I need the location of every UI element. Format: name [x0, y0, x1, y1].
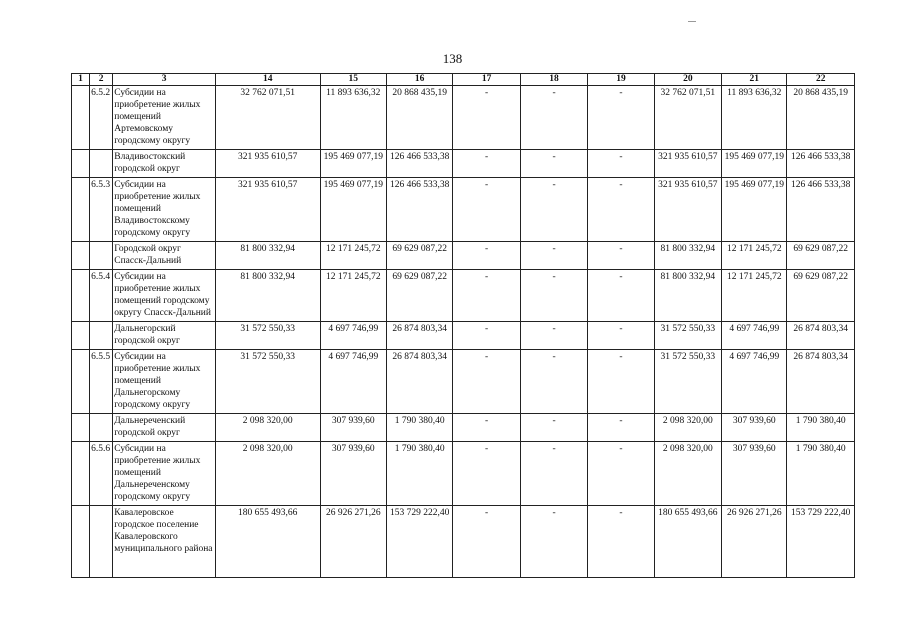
value-cell: 12 171 245,72 [320, 242, 386, 270]
value-cell: 180 655 493,66 [215, 506, 320, 578]
value-cell: 126 466 533,38 [386, 178, 452, 242]
value-cell: 321 935 610,57 [654, 178, 721, 242]
value-cell: - [588, 178, 654, 242]
value-cell: 307 939,60 [320, 414, 386, 442]
row-name: Кавалеровское городское поселение Кавалеровского муниципального района [113, 506, 216, 578]
value-cell: 31 572 550,33 [654, 350, 721, 414]
value-cell: - [588, 506, 654, 578]
value-cell: - [453, 506, 520, 578]
value-cell: 11 893 636,32 [320, 86, 386, 150]
value-cell: 20 868 435,19 [386, 86, 452, 150]
value-cell: - [453, 178, 520, 242]
value-cell: 32 762 071,51 [654, 86, 721, 150]
value-cell: - [453, 270, 520, 322]
value-cell: 1 790 380,40 [787, 414, 855, 442]
row-name: Субсидии на приобретение жилых помещений Дальнегорскому городскому округу [113, 350, 216, 414]
table-row [72, 442, 855, 506]
value-cell: 31 572 550,33 [215, 350, 320, 414]
cell-col1 [72, 350, 90, 414]
value-cell: 69 629 087,22 [787, 242, 855, 270]
table-row [72, 242, 855, 270]
row-code [90, 414, 113, 442]
column-header: 21 [722, 74, 787, 86]
column-header: 16 [386, 74, 452, 86]
table-row [72, 150, 855, 178]
cell-col1 [72, 442, 90, 506]
value-cell: 195 469 077,19 [320, 178, 386, 242]
value-cell: 2 098 320,00 [215, 414, 320, 442]
value-cell: 12 171 245,72 [722, 242, 787, 270]
value-cell: - [520, 322, 587, 350]
value-cell: 20 868 435,19 [787, 86, 855, 150]
cell-col1 [72, 270, 90, 322]
value-cell: 12 171 245,72 [722, 270, 787, 322]
row-name: Дальнегорский городской округ [113, 322, 216, 350]
column-header: 18 [520, 74, 587, 86]
value-cell: - [453, 86, 520, 150]
cell-col1 [72, 150, 90, 178]
value-cell: 126 466 533,38 [787, 178, 855, 242]
row-code: 6.5.6 [90, 442, 113, 506]
value-cell: 81 800 332,94 [654, 242, 721, 270]
value-cell: 4 697 746,99 [722, 350, 787, 414]
value-cell: - [588, 414, 654, 442]
column-header: 20 [654, 74, 721, 86]
row-name: Владивостокский городской округ [113, 150, 216, 178]
value-cell: 4 697 746,99 [320, 350, 386, 414]
column-header: 22 [787, 74, 855, 86]
value-cell: 126 466 533,38 [787, 150, 855, 178]
value-cell: 2 098 320,00 [215, 442, 320, 506]
value-cell: 81 800 332,94 [654, 270, 721, 322]
value-cell: - [520, 270, 587, 322]
value-cell: 307 939,60 [722, 414, 787, 442]
row-code: 6.5.2 [90, 86, 113, 150]
value-cell: 26 874 803,34 [787, 350, 855, 414]
value-cell: 307 939,60 [320, 442, 386, 506]
value-cell: - [520, 242, 587, 270]
cell-col1 [72, 322, 90, 350]
row-name: Субсидии на приобретение жилых помещений городскому округу Спасск-Дальний [113, 270, 216, 322]
value-cell: 195 469 077,19 [320, 150, 386, 178]
value-cell: - [453, 414, 520, 442]
cell-col1 [72, 86, 90, 150]
value-cell: - [588, 86, 654, 150]
value-cell: 153 729 222,40 [787, 506, 855, 578]
table-row [72, 322, 855, 350]
value-cell: - [520, 414, 587, 442]
value-cell: - [453, 442, 520, 506]
row-code [90, 150, 113, 178]
value-cell: 69 629 087,22 [787, 270, 855, 322]
value-cell: - [520, 442, 587, 506]
header-row [72, 74, 855, 86]
value-cell: - [588, 442, 654, 506]
table-row [72, 86, 855, 150]
value-cell: 26 926 271,26 [722, 506, 787, 578]
value-cell: 1 790 380,40 [386, 442, 452, 506]
value-cell: 32 762 071,51 [215, 86, 320, 150]
column-header: 2 [90, 74, 113, 86]
value-cell: - [520, 506, 587, 578]
value-cell: - [520, 86, 587, 150]
row-name: Дальнереченский городской округ [113, 414, 216, 442]
column-header: 1 [72, 74, 90, 86]
value-cell: 26 874 803,34 [386, 350, 452, 414]
table-row [72, 414, 855, 442]
cell-col1 [72, 506, 90, 578]
value-cell: - [588, 242, 654, 270]
value-cell: 31 572 550,33 [654, 322, 721, 350]
value-cell: 1 790 380,40 [386, 414, 452, 442]
row-code [90, 242, 113, 270]
value-cell: 321 935 610,57 [215, 150, 320, 178]
column-header: 15 [320, 74, 386, 86]
value-cell: - [588, 322, 654, 350]
table-body [72, 86, 855, 578]
row-name: Субсидии на приобретение жилых помещений Владивостокскому городскому округу [113, 178, 216, 242]
value-cell: - [453, 150, 520, 178]
page-number: 138 [442, 51, 463, 66]
row-name: Субсидии на приобретение жилых помещений Артемовскому городскому округу [113, 86, 216, 150]
value-cell: 126 466 533,38 [386, 150, 452, 178]
row-name: Субсидии на приобретение жилых помещений Дальнереченскому городскому округу [113, 442, 216, 506]
value-cell: - [520, 350, 587, 414]
value-cell: 26 874 803,34 [386, 322, 452, 350]
value-cell: 307 939,60 [722, 442, 787, 506]
table-row [72, 506, 855, 578]
value-cell: 81 800 332,94 [215, 242, 320, 270]
column-header: 14 [215, 74, 320, 86]
value-cell: 31 572 550,33 [215, 322, 320, 350]
value-cell: 180 655 493,66 [654, 506, 721, 578]
value-cell: - [453, 350, 520, 414]
row-code [90, 322, 113, 350]
value-cell: 153 729 222,40 [386, 506, 452, 578]
table-row [72, 350, 855, 414]
value-cell: 4 697 746,99 [320, 322, 386, 350]
column-header: 19 [588, 74, 654, 86]
column-header: 17 [453, 74, 520, 86]
value-cell: 81 800 332,94 [215, 270, 320, 322]
cell-col1 [72, 178, 90, 242]
cell-col1 [72, 414, 90, 442]
cell-col1 [72, 242, 90, 270]
column-header: 3 [113, 74, 216, 86]
value-cell: - [588, 270, 654, 322]
value-cell: 26 874 803,34 [787, 322, 855, 350]
value-cell: 195 469 077,19 [722, 150, 787, 178]
value-cell: 11 893 636,32 [722, 86, 787, 150]
value-cell: - [520, 150, 587, 178]
value-cell: 69 629 087,22 [386, 242, 452, 270]
row-code: 6.5.5 [90, 350, 113, 414]
value-cell: - [588, 350, 654, 414]
row-code: 6.5.4 [90, 270, 113, 322]
value-cell: 321 935 610,57 [654, 150, 721, 178]
value-cell: 12 171 245,72 [320, 270, 386, 322]
table-row [72, 270, 855, 322]
budget-table [71, 73, 855, 578]
row-code: 6.5.3 [90, 178, 113, 242]
value-cell: 321 935 610,57 [215, 178, 320, 242]
value-cell: - [588, 150, 654, 178]
value-cell: - [520, 178, 587, 242]
scan-mark [688, 21, 696, 22]
value-cell: 195 469 077,19 [722, 178, 787, 242]
value-cell: 26 926 271,26 [320, 506, 386, 578]
value-cell: 2 098 320,00 [654, 442, 721, 506]
value-cell: 1 790 380,40 [787, 442, 855, 506]
row-code [90, 506, 113, 578]
value-cell: 69 629 087,22 [386, 270, 452, 322]
table-row [72, 178, 855, 242]
value-cell: - [453, 322, 520, 350]
value-cell: 2 098 320,00 [654, 414, 721, 442]
row-name: Городской округ Спасск-Дальний [113, 242, 216, 270]
value-cell: 4 697 746,99 [722, 322, 787, 350]
value-cell: - [453, 242, 520, 270]
